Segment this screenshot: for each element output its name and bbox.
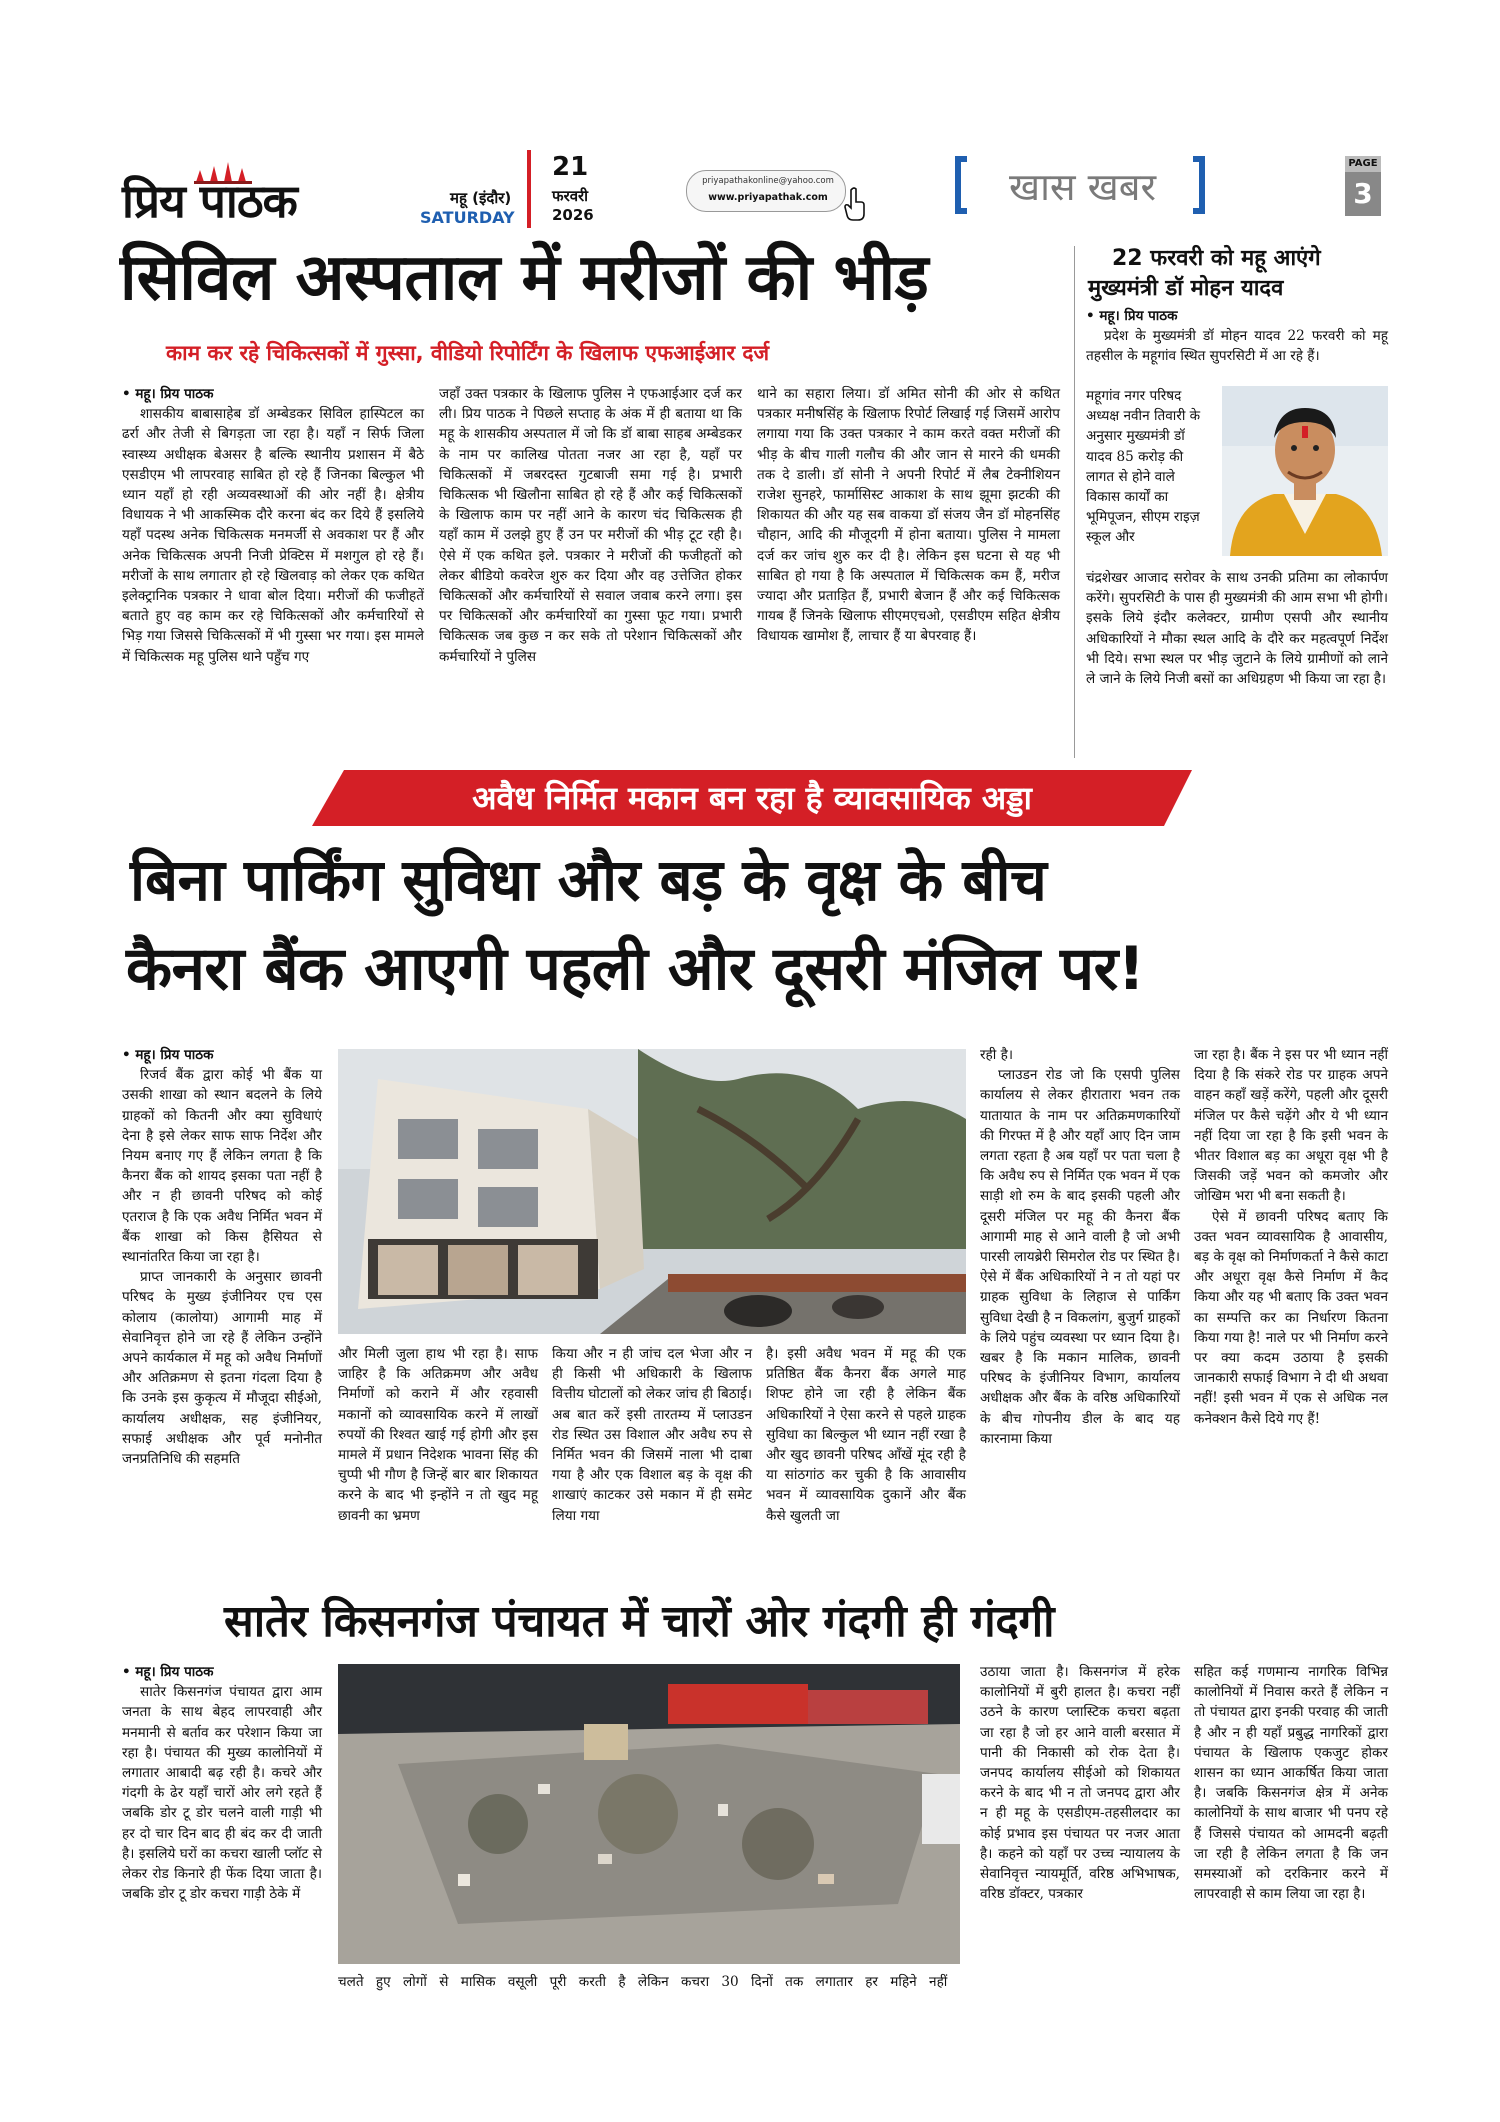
story1-byline: • महू। प्रिय पाठक	[122, 386, 214, 402]
sidebar-text-top: प्रदेश के मुख्यमंत्री डॉ मोहन यादव 22 फरवरी को महू तहसील के महूगांव स्थित सुपरसिटी में आ रहे हैं।	[1086, 328, 1388, 365]
story1-col3	[757, 384, 1060, 647]
story3-under-photo-text: चलते हुए लोगों से मासिक वसूली पूरी करती है लेकिन कचरा 30 दिनों तक लगातार हर महिने नहीं	[338, 1974, 948, 1990]
story1-col1	[122, 384, 424, 667]
story2-col4	[980, 1045, 1180, 1449]
sidebar-rule	[1074, 246, 1075, 758]
story1-col2	[439, 384, 742, 667]
masthead	[0, 150, 1500, 230]
section-title: खास खबर	[1008, 165, 1157, 209]
page-tab	[1345, 156, 1381, 216]
story3-col5	[1194, 1662, 1388, 1904]
story2-col3	[552, 1344, 752, 1526]
story2-col5	[1194, 1045, 1388, 1429]
pointing-hand-icon	[842, 186, 870, 222]
story1-headline: सिविल अस्पताल में मरीजों की भीड़	[120, 241, 929, 315]
story2-col2	[338, 1344, 538, 1526]
sidebar-text-wrap: महूगांव नगर परिषद अध्यक्ष नवीन तिवारी के अनुसार मुख्यमंत्री डॉ यादव 85 करोड़ की लागत से होने वाले विकास कार्यों का भूमिपूजन, सीएम राइज़ स्कूल और	[1086, 388, 1201, 546]
logo-text: प्रिय पाठक	[122, 174, 297, 228]
story1-col2-text: जहाँ उक्त पत्रकार के खिलाफ पुलिस ने एफआईआर दर्ज कर ली। प्रिय पाठक ने पिछले सप्ताह के अंक में ही बताया था कि महू के शासकीय अस्पताल में जो कि डॉ बाबा साहब अम्बेडकर के नाम पर कालिख पोतता नजर आ रहा है, यहाँ पर चिकित्सकों में जबरदस्त गुटबाजी समा गई है। प्रभारी चिकित्सक भी खिलौना साबित हो रहे हैं और कई चिकित्सकों के खिलाफ काम पर नहीं आने के कारण चंद चिकित्सक ही यहाँ काम में उलझे हुए हैं उन पर मरीजों की भीड़ टूट रही है। ऐसे में एक कथित इले. पत्रकार ने मरीजों की फजीहतों को लेकर बीडियो कवरेज शुरु कर दिया और वह उत्तेजित होकर चिकित्सकों और कर्मचारियों से सवाल जवाब करने लगा। इस पर चिकित्सकों और कर्मचारियों का गुस्सा फूट गया। प्रभारी चिकित्सक जब कुछ न कर सके तो परेशान चिकित्सकों और कर्मचारियों ने पुलिस	[439, 386, 742, 665]
story1-subheadline: काम कर रहे चिकित्सकों में गुस्सा, वीडियो रिपोर्टिंग के खिलाफ एफआईआर दर्ज	[166, 341, 770, 365]
story3-byline: • महू। प्रिय पाठक	[122, 1664, 214, 1680]
story2-col4a-text: रही है।	[980, 1047, 1013, 1063]
story1-col1-text: शासकीय बाबासाहेब डॉ अम्बेडकर सिविल हास्पिटल का ढर्रा और तेजी से बिगड़ता जा रहा है। यहाँ न सिर्फ जिला स्वास्थ्य अधीक्षक बेअसर है बल्कि स्थानीय प्रशासन में बैठे एसडीएम भी लापरवाह साबित हो रहे हैं जिनका बिल्कुल भी ध्यान यहाँ हो रही अव्यवस्थाओं की ओर नहीं है। क्षेत्रीय विधायक ने भी आकस्मिक दौरे करना बंद कर दिये हैं इसलिये यहाँ पदस्थ अनेक चिकित्सक मनमर्जी से अवकाश पर हैं और अनेक चिकित्सक अपनी निजी प्रेक्टिस में मशगुल हो रहे हैं। मरीजों के साथ लगातार हो रहे खिलवाड़ को लेकर एक कथित इलेक्ट्रानिक पत्रकार ने धावा बोल दिया। मरीजों की फजीहतें बताते हुए वह काम कर रहे चिकित्सकों और कर्मचारियों से भिड़ गया जिससे चिकित्सकों में भी गुस्सा भर गया। इस मामले में चिकित्सक महू पुलिस थाने पहुँच गए	[122, 406, 424, 665]
sidebar-body-wrap	[1086, 386, 1210, 548]
sidebar-body	[1086, 306, 1388, 367]
dateline-divider	[527, 150, 531, 228]
story2-col1b-text: प्राप्त जानकारी के अनुसार छावनी परिषद के मुख्य इंजीनियर एच एस कोलाय (कालोया) आगामी माह में सेवानिवृत्त होने जा रहे हैं लेकिन उन्होंने अपने कार्यकाल में महू को अवैध निर्माणों और अतिक्रमण से इतना गंदला दिया है कि उनके इस कुकृत्य में मौजूदा सीईओ, कार्यालय अधीक्षक, सह इंजीनियर, सफाई अधीक्षक और पूर्व मनोनीत जनप्रतिनिधि की सहमति	[122, 1269, 322, 1468]
story2-col3-text: किया और न ही जांच दल भेजा और न ही किसी भी अधिकारी के खिलाफ वित्तीय घोटालों को लेकर जांच ही बिठाई। अब बात करें इसी तारतम्य में प्लाउडन रोड स्थित उस विशाल और अवैध रुप से निर्मित भवन की जिसमें नाला भी दाबा गया है और एक विशाल बड़ के वृक्ष की शाखाएं काटकर उसे मकान में ही समेट लिया गया	[552, 1346, 752, 1524]
story2-col4b-text: प्लाउडन रोड जो कि एसपी पुलिस कार्यालय से लेकर हीरातारा भवन तक यातायात के नाम पर अतिक्रमणकारियों की गिरफ्त में है और यहाँ आए दिन जाम लगता रहता है अब यहाँ पर पता चला है कि अवैध रुप से निर्मित एक भवन में एक साड़ी शो रुम के बाद इसकी पहली और दूसरी मंजिल पर महू की कैनरा बैंक आगामी माह से आने वाली है जो अभी पारसी लायब्रेरी सिमरोल रोड पर स्थित है। ऐसे में बैंक अधिकारियों ने न तो यहां पर ग्राहक सुविधा के लिहाज से पार्किंग सुविधा देखी है न विकलांग, बुजुर्ग ग्राहकों के लिये पहुंच व्यवस्था पर ध्यान दिया है। खबर है कि मकान मालिक, छावनी परिषद के इंजीनियर विभाग, कार्यालय अधीक्षक और बैंक के वरिष्ठ अधिकारियों के बीच गोपनीय डील के बाद यह कारनामा किया	[980, 1067, 1180, 1447]
story2-col5-text: जा रहा है। बैंक ने इस पर भी ध्यान नहीं दिया है कि संकरे रोड पर ग्राहक अपने वाहन कहाँ खड़ें करेंगे, पहली और दूसरी मंजिल पर कैसे चढ़ेंगे और ये भी ध्यान नहीं दिया जा रहा है कि इसी भवन के भीतर विशाल बड़ का अधूरा वृक्ष भी है जिसकी जड़ें भवन को कमजोर और जोखिम भरा भी बना सकती है।	[1194, 1047, 1388, 1205]
sidebar-body-bottom	[1086, 568, 1388, 689]
dateline-day: SATURDAY	[420, 208, 515, 227]
story2-banner-text: अवैध निर्मित मकान बन रहा है व्यावसायिक अड्डा	[472, 779, 1032, 817]
date-day: 21	[552, 152, 589, 182]
story2-col1	[122, 1045, 322, 1469]
story2-byline: • महू। प्रिय पाठक	[122, 1047, 214, 1063]
section-bracket-left	[955, 156, 967, 214]
sidebar-headline-line1: 22 फरवरी को महू आएंगे	[1112, 246, 1321, 271]
story3-col1-text: सातेर किसनगंज पंचायत द्वारा आम जनता के साथ बेहद लापरवाही और मनमानी से बर्ताव कर परेशान किया जा रहा है। पंचायत की मुख्य कालोनियों में लगातार आबादी बढ़ रही है। कचरे और गंदगी के ढेर यहाँ चारों ओर लगे रहते हैं जबकि डोर टू डोर चलने वाली गाड़ी भी हर दो चार दिन बाद ही बंद कर दी जाती है। इसलिये घरों का कचरा खाली प्लॉट से लेकर रोड किनारे ही फेंक दिया जाता है। जबकि डोर टू डोर कचरा गाड़ी ठेके में	[122, 1684, 322, 1903]
bank-building-photo	[338, 1049, 966, 1334]
section-bracket-right	[1193, 156, 1205, 214]
date-year: 2026	[552, 206, 594, 224]
story1-col3-text: थाने का सहारा लिया। डॉ अमित सोनी की ओर से कथित पत्रकार मनीषसिंह के खिलाफ रिपोर्ट लिखाई गई जिसमें आरोप लगाया गया कि उक्त पत्रकार ने काम करते वक्त मरीजों की भीड़ के बीच गाली गलौच की और जान से मारने की धमकी तक दे डाली। डॉ सोनी ने अपनी रिपोर्ट में लैब टेक्नीशियन राजेश सुनहरे, फार्मासिस्ट आकाश के साथ झूमा झटकी की शिकायत की और यह सब वाकया डॉ संजय जैन डॉ मोहनसिंह चौहान, आदि की मौजूदगी में होना बताया। पुलिस ने मामला दर्ज कर जांच शुरु कर दी है। लेकिन इस घटना से यह भी साबित हो गया है कि अस्पताल में चिकित्सक कम हैं, मरीज ज्यादा और प्रताड़ित हैं, प्रभारी बेजान हैं और कई चिकित्सक गायब हैं जिनके खिलाफ सीएमएचओ, एसडीएम सहित क्षेत्रीय विधायक खामोश हैं, लाचार हैं या बेपरवाह हैं।	[757, 386, 1060, 645]
story3-col4	[980, 1662, 1180, 1904]
story2-col1-text: रिजर्व बैंक द्वारा कोई भी बैंक या उसकी शाखा को स्थान बदलने के लिये ग्राहकों को कितनी और क्या सुविधाएं देना है इसे लेकर साफ साफ निर्देश और नियम बनाए गए हैं लेकिन लगता है कि कैनरा बैंक को शायद इसका पता नहीं है और न ही छावनी परिषद को कोई एतराज है कि एक अवैध निर्मित भवन में बैंक शाखा को किस हैसियत से स्थानांतरित किया जा रहा है।	[122, 1067, 322, 1266]
sidebar-byline: • महू। प्रिय पाठक	[1086, 308, 1178, 324]
story2-col5b-text: ऐसे में छावनी परिषद बताए कि उक्त भवन व्यावसायिक है आवासीय, बड़ के वृक्ष को निर्माणकर्ता ने कैसे काटा और अधूरा वृक्ष कैसे निर्माण में कैद किया और यह भी बताए कि उक्त भवन का सम्पत्ति कर का निर्धारण कितना किया गया है! नाले पर भी निर्माण करने पर क्या कदम उठाया है इसकी जानकारी सफाई विभाग ने दी थी अथवा नहीं! इसी भवन में एक से अधिक नल कनेक्शन कैसे दिये गए हैं!	[1194, 1208, 1388, 1427]
story2-col2-text: और मिली जुला हाथ भी रहा है। साफ जाहिर है कि अतिक्रमण और अवैध निर्माणों को कराने में और रहवासी मकानों को व्यावसायिक करने में लाखों रुपयों की रिश्वत खाई गई होगी और इस मामले में प्रधान निदेशक भावना सिंह की चुप्पी भी गौण है जिन्हें बार बार शिकायत करने के बाद भी इन्होंने न तो खुद महू छावनी का भ्रमण	[338, 1346, 538, 1524]
contact-email[interactable]: priyapathakonline@yahoo.com	[702, 176, 834, 186]
contact-box	[686, 170, 846, 212]
page-label: PAGE	[1345, 156, 1381, 172]
sidebar-headline-line2: मुख्यमंत्री डॉ मोहन यादव	[1088, 276, 1284, 301]
story3-col5-text: सहित कई गणमान्य नागरिक विभिन्न कालोनियों में निवास करते हैं लेकिन न तो पंचायत द्वारा इनकी परवाह की जाती है और न ही यहाँ प्रबुद्ध नागरिकों द्वारा पंचायत के खिलाफ एकजुट होकर शासन का ध्यान आकर्षित किया जाता है। जबकि किसनगंज क्षेत्र में अनेक कालोनियों के साथ बाजार भी पनप रहे हैं जिससे पंचायत को आमदनी बढ़ती जा रही है लेकिन लगता है कि जन समस्याओं को दरकिनार करने में लापरवाही से काम लिया जा रहा है।	[1194, 1664, 1388, 1903]
story3-headline: सातेर किसनगंज पंचायत में चारों ओर गंदगी ही गंदगी	[224, 1596, 1055, 1647]
sidebar-text-bottom: चंद्रशेखर आजाद सरोवर के साथ उनकी प्रतिमा का लोकार्पण करेंगे। सुपरसिटी के पास ही मुख्यमंत्री की आम सभा भी होगी। इसके लिये इंदौर कलेक्टर, ग्रामीण एसपी और स्थानीय अधिकारियों ने मौका स्थल आदि के दौरे कर महत्वपूर्ण निर्देश भी दिये। सभा स्थल पर भीड़ जुटाने के लिये ग्रामीणों को लाने ले जाने के लिये निजी बसों का अधिग्रहण भी किया जा रहा है।	[1086, 570, 1388, 688]
garbage-street-photo	[338, 1664, 960, 1964]
story3-col1	[122, 1662, 322, 1904]
contact-website[interactable]: www.priyapathak.com	[708, 192, 828, 203]
story3-under-photo	[338, 1972, 960, 1992]
story2-headline-line2: कैनरा बैंक आएगी पहली और दूसरी मंजिल पर!	[126, 934, 1145, 1004]
story2-col4-under	[766, 1344, 966, 1526]
chief-minister-portrait	[1222, 386, 1388, 556]
story2-col4-under-text: है। इसी अवैध भवन में महू की एक प्रतिष्ठित बैंक कैनरा बैंक अगले माह शिफ्ट होने जा रही है लेकिन बैंक अधिकारियों ने ऐसा करने से पहले ग्राहक सुविधा का बिल्कुल भी ध्यान नहीं रखा है और खुद छावनी परिषद आँखें मूंद रही है या सांठगांठ कर चुकी है कि आवासीय भवन में व्यावसायिक दुकानें और बैंक कैसे खुलती जा	[766, 1346, 966, 1524]
dateline-place: महू (इंदौर)	[450, 189, 512, 207]
newspaper-logo	[122, 164, 372, 226]
date-month: फरवरी	[552, 187, 589, 205]
story3-col4-text: उठाया जाता है। किसनगंज में हरेक कालोनियों में बुरी हालत है। कचरा नहीं उठने के कारण प्लास्टिक कचरा बढ़ता जा रहा है जो हर आने वाली बरसात में पानी की निकासी को रोक देता है। जनपद कार्यालय सीईओ को शिकायत करने के बाद भी न तो जनपद द्वारा और न ही महू के एसडीएम-तहसीलदार का कोई प्रभाव इस पंचायत पर नजर आता है। कहने को यहाँ पर उच्च न्यायालय के सेवानिवृत्त न्यायमूर्ति, वरिष्ठ अभिभाषक, वरिष्ठ डॉक्टर, पत्रकार	[980, 1664, 1180, 1903]
page-number: 3	[1345, 172, 1381, 216]
story2-headline-line1: बिना पार्किंग सुविधा और बड़ के वृक्ष के बीच	[130, 846, 1047, 914]
